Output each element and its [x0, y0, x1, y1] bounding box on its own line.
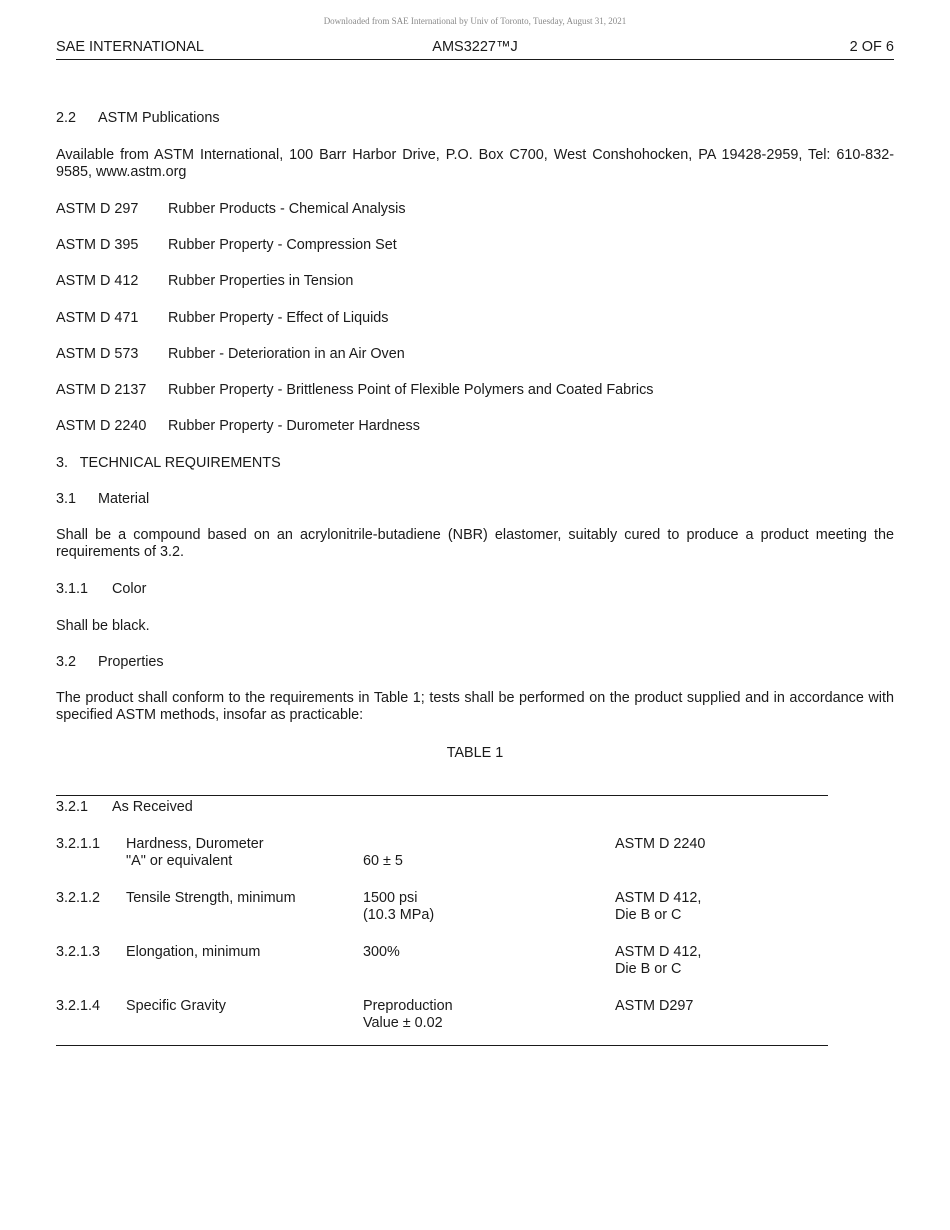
row-property: Specific Gravity: [126, 998, 226, 1014]
table-caption: TABLE 1: [446, 745, 504, 761]
table-group-number: 3.2.1: [56, 799, 89, 815]
header-publisher: SAE INTERNATIONAL: [56, 39, 204, 55]
row-number: 3.2.1.4: [56, 998, 101, 1014]
table-top-rule: [56, 795, 828, 796]
section-3-2-title: Properties: [98, 654, 164, 670]
reference-code: ASTM D 2137: [56, 382, 147, 398]
header-page-number: 2 OF 6: [849, 39, 894, 55]
row-property: Tensile Strength, minimum: [126, 890, 296, 906]
reference-title: Rubber Properties in Tension: [168, 273, 354, 289]
reference-code: ASTM D 471: [56, 310, 139, 326]
row-number: 3.2.1.1: [56, 836, 101, 852]
color-paragraph: Shall be black.: [56, 618, 150, 634]
row-test-method: ASTM D297: [615, 998, 694, 1014]
reference-title: Rubber Products - Chemical Analysis: [168, 201, 406, 217]
table-bottom-rule: [56, 1045, 828, 1046]
properties-paragraph: The product shall conform to the requirements in Table 1; tests shall be performed on the product supplied and in accordance with specified ASTM methods, insofar as practicable:: [56, 690, 894, 723]
row-requirement: 1500 psi (10.3 MPa): [363, 890, 435, 923]
download-watermark: Downloaded from SAE International by Univ of Toronto, Tuesday, August 31, 2021: [323, 16, 627, 26]
reference-title: Rubber - Deterioration in an Air Oven: [168, 346, 405, 362]
table-group-title: As Received: [112, 799, 193, 815]
row-requirement: 60 ± 5: [363, 853, 403, 869]
section-2-2-title: ASTM Publications: [98, 110, 220, 126]
reference-title: Rubber Property - Brittleness Point of Flexible Polymers and Coated Fabrics: [168, 382, 654, 398]
reference-code: ASTM D 2240: [56, 418, 147, 434]
reference-code: ASTM D 412: [56, 273, 139, 289]
reference-code: ASTM D 395: [56, 237, 139, 253]
row-property: Hardness, Durometer "A" or equivalent: [126, 836, 264, 869]
row-test-method: ASTM D 412, Die B or C: [615, 944, 702, 977]
page-header: [56, 39, 894, 60]
row-property: Elongation, minimum: [126, 944, 261, 960]
header-doc-id: AMS3227™J: [432, 39, 518, 55]
section-3-1-title: Material: [98, 491, 150, 507]
section-3-2-number: 3.2: [56, 654, 77, 670]
astm-availability-paragraph: Available from ASTM International, 100 Barr Harbor Drive, P.O. Box C700, West Conshohocken, PA 19428-2959, Tel: 610-832-9585, www.astm.org: [56, 147, 894, 180]
section-3-1-1-number: 3.1.1: [56, 581, 89, 597]
row-test-method: ASTM D 2240: [615, 836, 706, 852]
material-paragraph: Shall be a compound based on an acrylonitrile-butadiene (NBR) elastomer, suitably cured to produce a product meeting the requirements of 3.2.: [56, 527, 894, 560]
row-requirement: Preproduction Value ± 0.02: [363, 998, 453, 1031]
reference-title: Rubber Property - Compression Set: [168, 237, 397, 253]
section-2-2-number: 2.2: [56, 110, 77, 126]
reference-title: Rubber Property - Durometer Hardness: [168, 418, 420, 434]
reference-code: ASTM D 573: [56, 346, 139, 362]
row-number: 3.2.1.2: [56, 890, 101, 906]
section-3-1-number: 3.1: [56, 491, 77, 507]
section-3-heading: 3. TECHNICAL REQUIREMENTS: [56, 455, 281, 471]
row-requirement: 300%: [363, 944, 400, 960]
row-number: 3.2.1.3: [56, 944, 101, 960]
row-test-method: ASTM D 412, Die B or C: [615, 890, 702, 923]
reference-title: Rubber Property - Effect of Liquids: [168, 310, 389, 326]
reference-code: ASTM D 297: [56, 201, 139, 217]
section-3-1-1-title: Color: [112, 581, 147, 597]
